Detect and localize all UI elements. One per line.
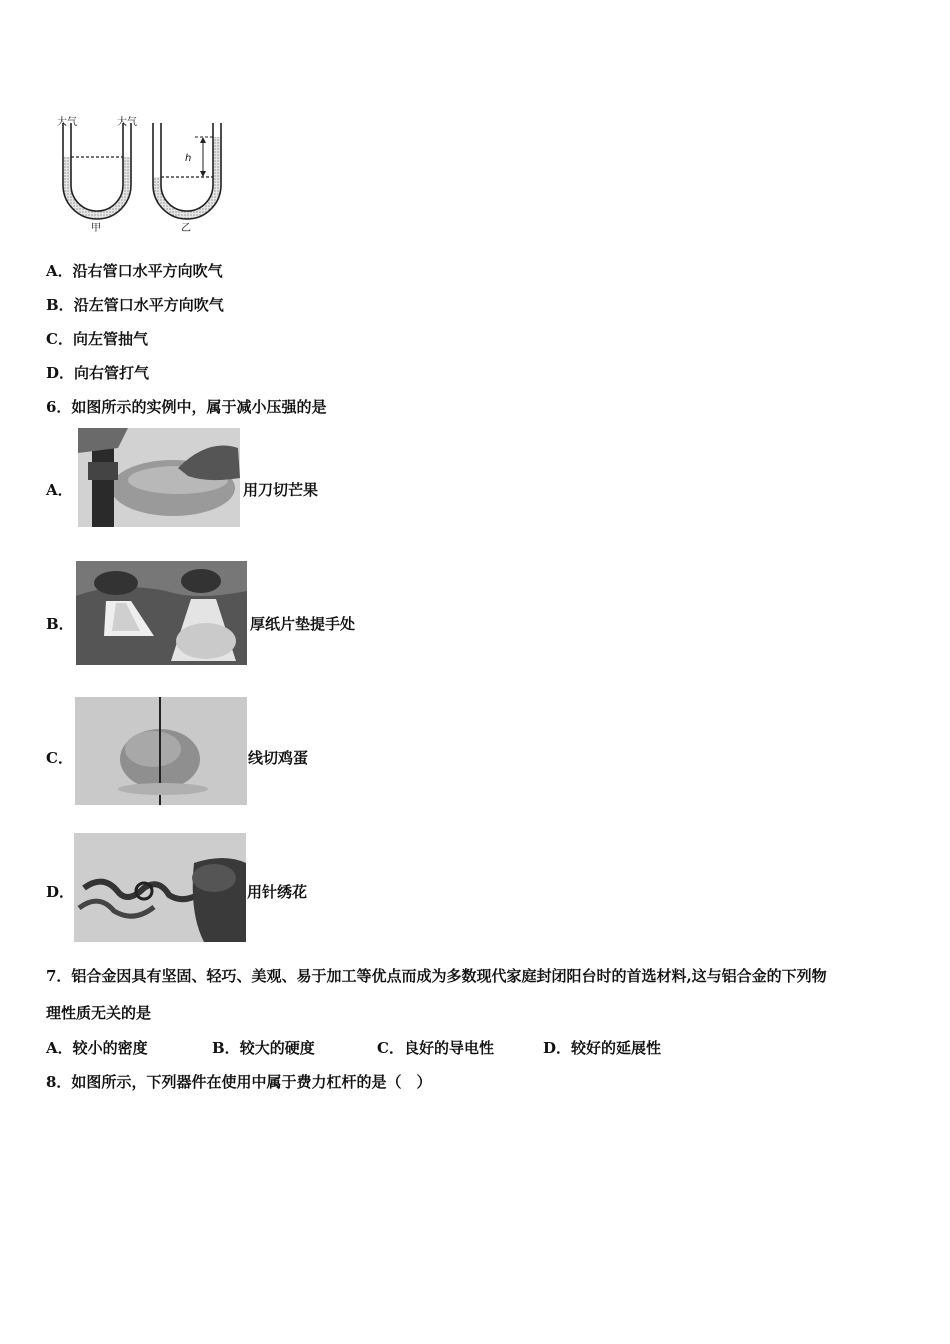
option-letter: B． bbox=[46, 296, 74, 314]
option-text: 向左管抽气 bbox=[72, 330, 148, 348]
q7-option-b[interactable] bbox=[212, 1039, 315, 1057]
option-text: 较大的硬度 bbox=[239, 1039, 315, 1057]
q6-option-a-text: 用刀切芒果 bbox=[243, 481, 319, 499]
option-text: 沿右管口水平方向吹气 bbox=[72, 262, 223, 280]
q6-option-b-text: 厚纸片垫提手处 bbox=[250, 615, 356, 633]
yi-liquid bbox=[153, 137, 221, 219]
option-letter: B． bbox=[212, 1039, 240, 1057]
option-letter: D． bbox=[543, 1039, 572, 1057]
paper-pad-bag-handle-photo bbox=[76, 561, 247, 665]
q6-option-d-text: 用针绣花 bbox=[247, 883, 308, 901]
u-tube-figure bbox=[55, 115, 235, 235]
q5-option-a[interactable] bbox=[46, 262, 223, 280]
q7-option-c[interactable] bbox=[377, 1039, 494, 1057]
label-atmosphere-left: 大气 bbox=[57, 117, 77, 128]
needle-embroidery-photo bbox=[74, 833, 246, 942]
q5-option-c[interactable] bbox=[46, 330, 148, 348]
option-letter: D． bbox=[46, 364, 75, 382]
q7-option-a[interactable] bbox=[46, 1039, 148, 1057]
q7-stem-line2: 理性质无关的是 bbox=[46, 1004, 152, 1022]
q5-option-b[interactable] bbox=[46, 296, 224, 314]
option-text: 较小的密度 bbox=[72, 1039, 148, 1057]
label-atmosphere-right: 大气 bbox=[117, 117, 137, 128]
q5-option-d[interactable] bbox=[46, 364, 149, 382]
q6-option-c-text: 线切鸡蛋 bbox=[248, 749, 309, 767]
option-letter: C． bbox=[377, 1039, 404, 1057]
option-text: 良好的导电性 bbox=[403, 1039, 494, 1057]
option-letter: A． bbox=[46, 262, 73, 280]
option-letter: C． bbox=[46, 330, 73, 348]
q6-option-a-letter[interactable]: A． bbox=[46, 481, 73, 499]
caption-yi: 乙 bbox=[181, 223, 191, 234]
option-text: 沿左管口水平方向吹气 bbox=[73, 296, 224, 314]
option-text: 较好的延展性 bbox=[571, 1039, 662, 1057]
label-h: h bbox=[185, 153, 192, 164]
knife-cutting-mango-photo bbox=[78, 428, 240, 527]
thread-cutting-egg-photo bbox=[75, 697, 247, 805]
q6-option-b-letter[interactable]: B． bbox=[46, 615, 74, 633]
option-text: 向右管打气 bbox=[74, 364, 150, 382]
q6-option-d-letter[interactable]: D． bbox=[46, 883, 75, 901]
caption-jia: 甲 bbox=[91, 223, 101, 234]
option-letter: A． bbox=[46, 1039, 73, 1057]
q6-stem: 6．如图所示的实例中，属于减小压强的是 bbox=[46, 398, 327, 416]
q7-option-d[interactable] bbox=[543, 1039, 661, 1057]
q6-option-c-letter[interactable]: C． bbox=[46, 749, 73, 767]
q8-stem: 8．如图所示，下列器件在使用中属于费力杠杆的是（ ） bbox=[46, 1073, 432, 1091]
u-tube-diagram bbox=[55, 115, 235, 235]
q7-stem-line1: 7．铝合金因具有坚固、轻巧、美观、易于加工等优点而成为多数现代家庭封闭阳台时的首选材料,这与铝合金的下列物 bbox=[46, 967, 827, 985]
